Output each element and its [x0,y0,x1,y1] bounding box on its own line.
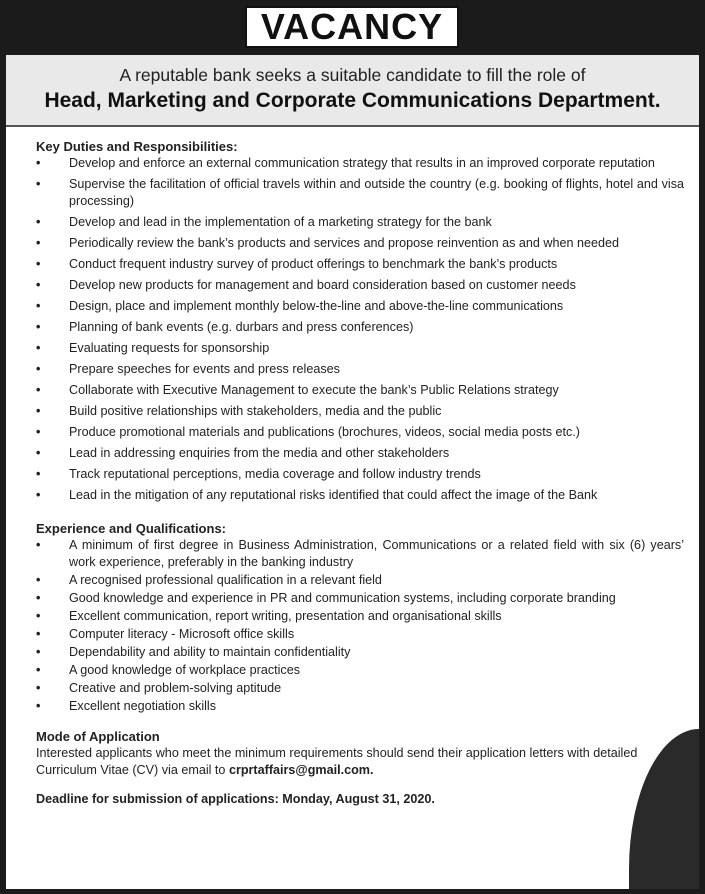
list-item: • Track reputational perceptions, media coverage and follow industry trends [36,466,684,483]
content [36,138,684,808]
list-item: • Dependability and ability to maintain confidentiality [36,644,684,661]
application-text [36,745,684,779]
list-item: • Lead in the mitigation of any reputational risks identified that could affect the image of the Bank [36,487,684,504]
bottom-border [0,889,705,894]
duties-list [36,155,684,504]
application-title: Mode of Application [36,729,160,744]
list-item: • Lead in addressing enquiries from the media and other stakeholders [36,445,684,462]
header-box [6,55,699,127]
list-item: • Develop and enforce an external communication strategy that results in an improved corporate reputation [36,155,684,172]
list-item: • A recognised professional qualification in a relevant field [36,572,684,589]
list-item: • Periodically review the bank’s products and services and propose reinvention as and when needed [36,235,684,252]
list-item: • Good knowledge and experience in PR and communication systems, including corporate branding [36,590,684,607]
list-item: • Excellent negotiation skills [36,698,684,715]
deadline: Deadline for submission of applications: Monday, August 31, 2020. [36,792,435,806]
list-item: • Collaborate with Executive Management to execute the bank’s Public Relations strategy [36,382,684,399]
list-item: • Design, place and implement monthly below-the-line and above-the-line communications [36,298,684,315]
list-item: • Prepare speeches for events and press releases [36,361,684,378]
list-item: • Computer literacy - Microsoft office skills [36,626,684,643]
vacancy-title: VACANCY [245,6,459,48]
application-instructions: Interested applicants who meet the minimum requirements should send their application letters with detailed Curriculum Vitae (CV) via email to [36,746,638,777]
list-item: • Supervise the facilitation of official travels within and outside the country (e.g. booking of flights, hotel and visa processing) [36,176,684,210]
contact-email[interactable]: crprtaffairs@gmail.com [228,763,370,777]
list-item: • Excellent communication, report writing, presentation and organisational skills [36,608,684,625]
email-period: . [370,763,374,777]
qualifications-title: Experience and Qualifications: [36,521,226,536]
qualifications-list [36,537,684,715]
list-item: • Planning of bank events (e.g. durbars and press conferences) [36,319,684,336]
role-title: Head, Marketing and Corporate Communications Department. [44,89,661,112]
list-item: • Develop and lead in the implementation of a marketing strategy for the bank [36,214,684,231]
list-item: • Creative and problem-solving aptitude [36,680,684,697]
list-item: • Evaluating requests for sponsorship [36,340,684,357]
right-border [699,0,705,894]
list-item: • A good knowledge of workplace practices [36,662,684,679]
list-item: • Conduct frequent industry survey of product offerings to benchmark the bank’s products [36,256,684,273]
list-item: • A minimum of first degree in Business Administration, Communications or a related field with six (6) years’ work experience, preferably in the banking industry [36,537,684,571]
list-item: • Build positive relationships with stakeholders, media and the public [36,403,684,420]
list-item: • Produce promotional materials and publications (brochures, videos, social media posts etc.) [36,424,684,441]
left-border [0,0,6,894]
list-item: • Develop new products for management and board consideration based on customer needs [36,277,684,294]
duties-title: Key Duties and Responsibilities: [36,139,238,154]
header-intro: A reputable bank seeks a suitable candidate to fill the role of [119,65,586,85]
